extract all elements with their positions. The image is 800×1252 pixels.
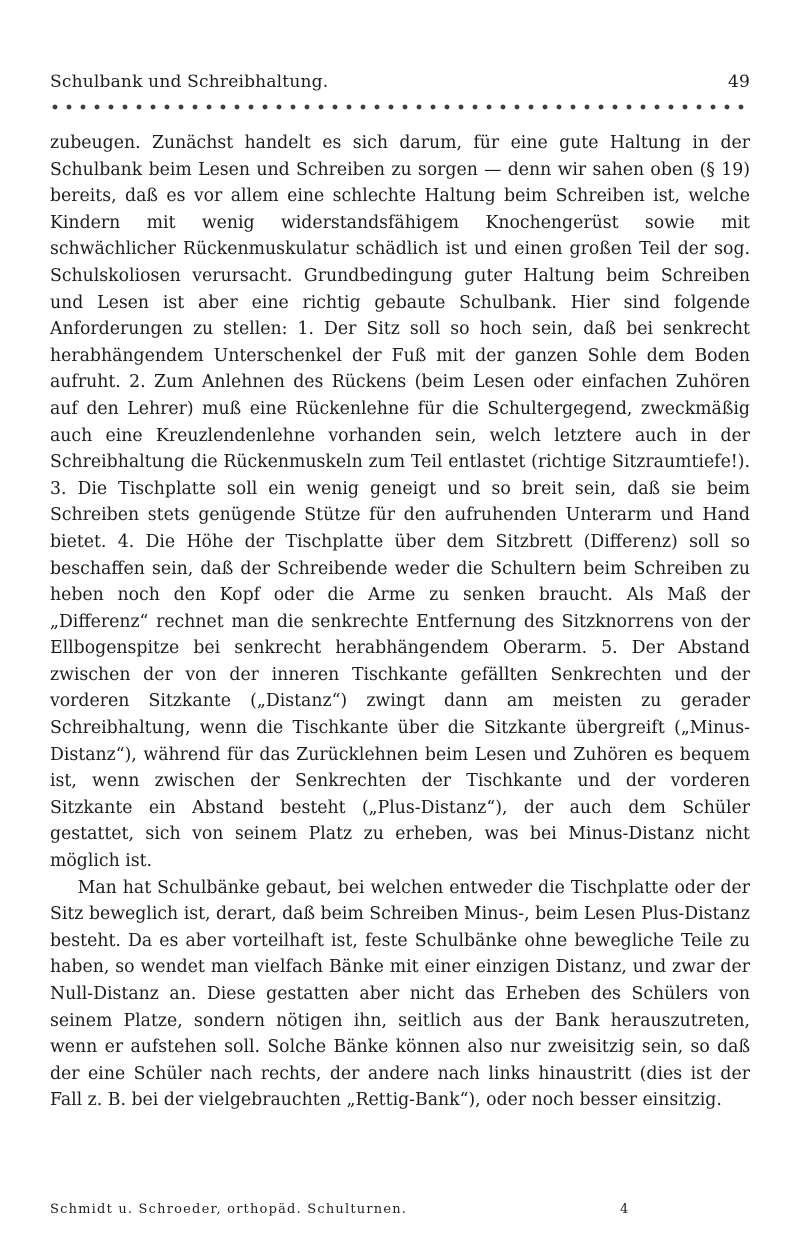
page-footer xyxy=(50,1202,750,1224)
paragraph-1: zubeugen. Zunächst handelt es sich darum, für eine gute Haltung in der Schulbank beim Lesen und Schreiben zu sorgen — denn wir sahen oben (§ 19) bereits, daß es vor allem eine schlechte Haltung beim Schreiben ist, welche Kindern mit wenig widerstandsfähigem Knochengerüst sowie mit schwächlicher Rückenmuskulatur schädlich ist und einen großen Teil der sog. Schulskoliosen verursacht. Grundbedingung guter Haltung beim Schreiben und Lesen ist aber eine richtig gebaute Schulbank. Hier sind folgende Anforderungen zu stellen: 1. Der Sitz soll so hoch sein, daß bei senkrecht herabhängendem Unterschenkel der Fuß mit der ganzen Sohle dem Boden aufruht. 2. Zum Anlehnen des Rückens (beim Lesen oder einfachen Zuhören auf den Lehrer) muß eine Rückenlehne für die Schultergegend, zweckmäßig auch eine Kreuzlendenlehne vorhanden sein, welch letztere auch in der Schreibhaltung die Rückenmuskeln zum Teil entlastet (richtige Sitzraumtiefe!). 3. Die Tischplatte soll ein wenig geneigt und so breit sein, daß sie beim Schreiben stets genügende Stütze für den aufruhenden Unterarm und Hand bietet. 4. Die Höhe der Tischplatte über dem Sitzbrett (Differenz) soll so beschaffen sein, daß der Schreibende weder die Schultern beim Schreiben zu heben noch den Kopf oder die Arme zu senken braucht. Als Maß der „Differenz“ rechnet man die senkrechte Entfernung des Sitzknorrens von der Ellbogenspitze bei senkrecht herabhängendem Oberarm. 5. Der Abstand zwischen der von der inneren Tischkante gefällten Senkrechten und der vorderen Sitzkante („Distanz“) zwingt dann am meisten zu gerader Schreibhaltung, wenn die Tischkante über die Sitzkante übergreift („Minus-Distanz“), während für das Zurücklehnen beim Lesen und Zuhören es bequem ist, wenn zwischen der Senkrechten der Tischkante und der vorderen Sitzkante ein Abstand besteht („Plus-Distanz“), der auch dem Schüler gestattet, sich von seinem Platz zu erheben, was bei Minus-Distanz nicht möglich ist. xyxy=(50,133,750,872)
footer-publisher: Schmidt u. Schroeder, orthopäd. Schulturnen. xyxy=(50,1202,408,1217)
ornamental-rule xyxy=(50,102,750,112)
running-head xyxy=(50,64,750,100)
book-page xyxy=(50,64,750,1224)
footer-signature: 4 xyxy=(620,1202,630,1217)
body-text xyxy=(50,130,750,1114)
paragraph-2: Man hat Schulbänke gebaut, bei welchen entweder die Tischplatte oder der Sitz beweglich ist, derart, daß beim Schreiben Minus-, beim Lesen Plus-Distanz besteht. Da es aber vorteilhaft ist, feste Schulbänke ohne bewegliche Teile zu haben, so wendet man vielfach Bänke mit einer einzigen Distanz, und zwar der Null-Distanz an. Diese gestatten aber nicht das Erheben des Schülers von seinem Platze, sondern nötigen ihn, seitlich aus der Bank herauszutreten, wenn er aufstehen soll. Solche Bänke können also nur zweisitzig sein, so daß der eine Schüler nach rechts, der andere nach links hinaustritt (dies ist der Fall z. B. bei der vielgebrauchten „Rettig-Bank“), oder noch besser einsitzig. xyxy=(50,877,750,1111)
page-number: 49 xyxy=(727,72,750,92)
running-head-title: Schulbank und Schreibhaltung. xyxy=(50,72,329,92)
